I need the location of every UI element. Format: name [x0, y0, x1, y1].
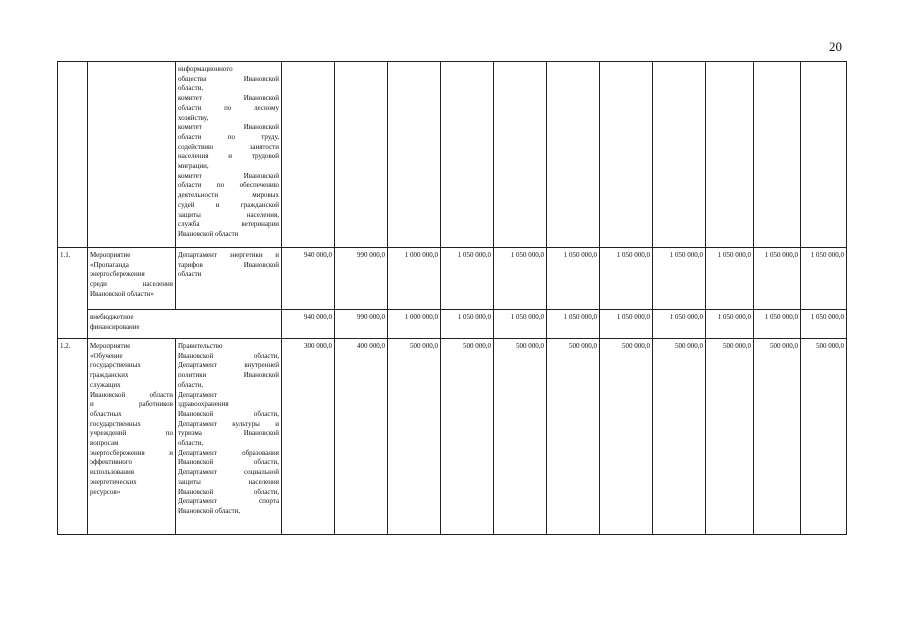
- index-cell: 1.1.: [58, 248, 88, 339]
- value-cell: 500 000,0: [754, 339, 801, 535]
- cell-text-line: внебюджетное: [90, 313, 134, 321]
- value-cell: 990 000,0: [335, 248, 388, 310]
- value-cell: 1 050 000,0: [801, 248, 847, 310]
- cell-text-line: комитет Ивановской: [178, 123, 279, 132]
- cell-text-line: Ивановской области,: [178, 506, 241, 515]
- cell-text-line: комитет Ивановской: [178, 171, 279, 180]
- cell-text-line: деятельности мировых: [178, 191, 279, 200]
- cell-text-line: миграции,: [178, 162, 209, 171]
- cell-text-line: Правительство: [178, 342, 223, 350]
- value-cell: [600, 62, 653, 248]
- value-cell: 1 050 000,0: [706, 310, 754, 339]
- value-cell: 300 000,0: [282, 339, 335, 535]
- cell-text-line: Ивановской области: [90, 390, 173, 399]
- cell-text-line: области по лесному: [178, 103, 279, 112]
- value-cell: 1 050 000,0: [653, 248, 706, 310]
- cell-text-line: областных: [90, 409, 122, 418]
- value-cell: [547, 62, 600, 248]
- value-cell: 1 000 000,0: [388, 310, 441, 339]
- cell-text-line: «Обучение: [90, 351, 123, 360]
- value-cell: [754, 62, 801, 248]
- value-cell: 1 050 000,0: [494, 248, 547, 310]
- table-row-continuation: [58, 62, 847, 248]
- value-cell: 1 050 000,0: [754, 310, 801, 339]
- table-row-1-1-source: [58, 310, 847, 339]
- cell-text-line: финансирование: [90, 322, 140, 331]
- value-cell: 1 050 000,0: [547, 310, 600, 339]
- cell-text-line: гражданских: [90, 371, 129, 380]
- cell-text-line: области,: [178, 439, 204, 448]
- cell-text-line: туризма Ивановской: [178, 429, 279, 438]
- value-cell: 1 050 000,0: [706, 248, 754, 310]
- value-cell: 940 000,0: [282, 248, 335, 310]
- cell-text-line: учреждений по: [90, 429, 173, 438]
- value-cell: 1 050 000,0: [653, 310, 706, 339]
- executor-cell: [176, 248, 282, 310]
- cell-text-line: использования: [90, 468, 134, 477]
- value-cell: 500 000,0: [494, 339, 547, 535]
- cell-text-line: защиты населения: [178, 477, 279, 486]
- value-cell: 500 000,0: [547, 339, 600, 535]
- cell-text-line: Департамент энергетики и: [178, 251, 279, 259]
- cell-text-line: области: [178, 270, 202, 279]
- cell-text-line: государственных: [90, 361, 141, 370]
- cell-text-line: эффективного: [90, 458, 132, 467]
- cell-text-line: Департамент культуры и: [178, 419, 279, 428]
- value-cell: [335, 62, 388, 248]
- cell-text-line: здравоохранения: [178, 400, 229, 409]
- cell-text-line: энергосбережения и: [90, 448, 173, 457]
- cell-text-line: Ивановской области»: [90, 289, 154, 298]
- cell-text-line: Ивановской области,: [178, 458, 279, 467]
- cell-text-line: Мероприятие: [90, 251, 131, 259]
- value-cell: 1 050 000,0: [754, 248, 801, 310]
- executor-cell: [176, 62, 282, 248]
- cell-text-line: Мероприятие: [90, 342, 131, 350]
- cell-text-line: судей и гражданской: [178, 200, 279, 209]
- table-row-1-1: [58, 248, 847, 310]
- value-cell: 1 050 000,0: [600, 248, 653, 310]
- cell-text-line: тарифов Ивановской: [178, 260, 279, 269]
- cell-text-line: политики Ивановской: [178, 371, 279, 380]
- index-cell: 1.2.: [58, 339, 88, 535]
- value-cell: 1 050 000,0: [600, 310, 653, 339]
- cell-text-line: хозяйству,: [178, 113, 209, 122]
- cell-text-line: «Пропаганда: [90, 260, 129, 269]
- cell-text-line: Департамент внутренней: [178, 361, 279, 370]
- cell-text-line: Ивановской области: [178, 229, 239, 238]
- value-cell: 1 050 000,0: [494, 310, 547, 339]
- value-cell: [494, 62, 547, 248]
- cell-text-line: государственных: [90, 419, 141, 428]
- cell-text-line: комитет Ивановской: [178, 94, 279, 103]
- cell-text-line: Ивановской области,: [178, 351, 279, 360]
- cell-text-line: области по труду,: [178, 132, 279, 141]
- page-number: 20: [829, 39, 842, 54]
- table-row-1-2: [58, 339, 847, 535]
- index-cell: [58, 62, 88, 248]
- value-cell: [441, 62, 494, 248]
- cell-text-line: Департамент социальной: [178, 468, 279, 477]
- cell-text-line: области по обеспечению: [178, 181, 279, 190]
- measure-cell: [88, 339, 176, 535]
- value-cell: 500 000,0: [801, 339, 847, 535]
- value-cell: 1 050 000,0: [441, 248, 494, 310]
- value-cell: 400 000,0: [335, 339, 388, 535]
- value-cell: 1 050 000,0: [801, 310, 847, 339]
- cell-text-line: и работников: [90, 400, 173, 409]
- cell-text-line: общества Ивановской: [178, 74, 279, 83]
- value-cell: 500 000,0: [388, 339, 441, 535]
- cell-text-line: населения и трудовой: [178, 152, 279, 161]
- value-cell: 500 000,0: [706, 339, 754, 535]
- cell-text-line: области,: [178, 380, 204, 389]
- value-cell: [653, 62, 706, 248]
- budget-table: [57, 61, 847, 535]
- value-cell: 500 000,0: [441, 339, 494, 535]
- value-cell: 500 000,0: [653, 339, 706, 535]
- measure-cell: [88, 248, 176, 310]
- value-cell: [801, 62, 847, 248]
- cell-text-line: Департамент: [178, 390, 217, 399]
- value-cell: 990 000,0: [335, 310, 388, 339]
- cell-text-line: Ивановской области,: [178, 487, 279, 496]
- funding-source-cell: [88, 310, 282, 339]
- executor-cell: [176, 339, 282, 535]
- value-cell: [282, 62, 335, 248]
- value-cell: 1 050 000,0: [441, 310, 494, 339]
- value-cell: 1 050 000,0: [547, 248, 600, 310]
- value-cell: 940 000,0: [282, 310, 335, 339]
- cell-text-line: вопросам: [90, 439, 119, 448]
- cell-text-line: энергетических: [90, 477, 137, 486]
- cell-text-line: Ивановской области,: [178, 409, 279, 418]
- value-cell: 1 000 000,0: [388, 248, 441, 310]
- cell-text-line: служба ветеринарии: [178, 220, 279, 229]
- value-cell: 500 000,0: [600, 339, 653, 535]
- cell-text-line: содействию занятости: [178, 142, 279, 151]
- value-cell: [706, 62, 754, 248]
- cell-text-line: ресурсов»: [90, 487, 121, 496]
- cell-text-line: среди населения: [90, 280, 173, 289]
- cell-text-line: Департамент образования: [178, 448, 279, 457]
- cell-text-line: информационного: [178, 65, 233, 73]
- cell-text-line: энергосбережения: [90, 270, 145, 279]
- cell-text-line: области,: [178, 84, 204, 93]
- cell-text-line: защиты населения,: [178, 210, 279, 219]
- value-cell: [388, 62, 441, 248]
- cell-text-line: Департамент спорта: [178, 497, 279, 506]
- cell-text-line: служащих: [90, 380, 121, 389]
- measure-cell: [88, 62, 176, 248]
